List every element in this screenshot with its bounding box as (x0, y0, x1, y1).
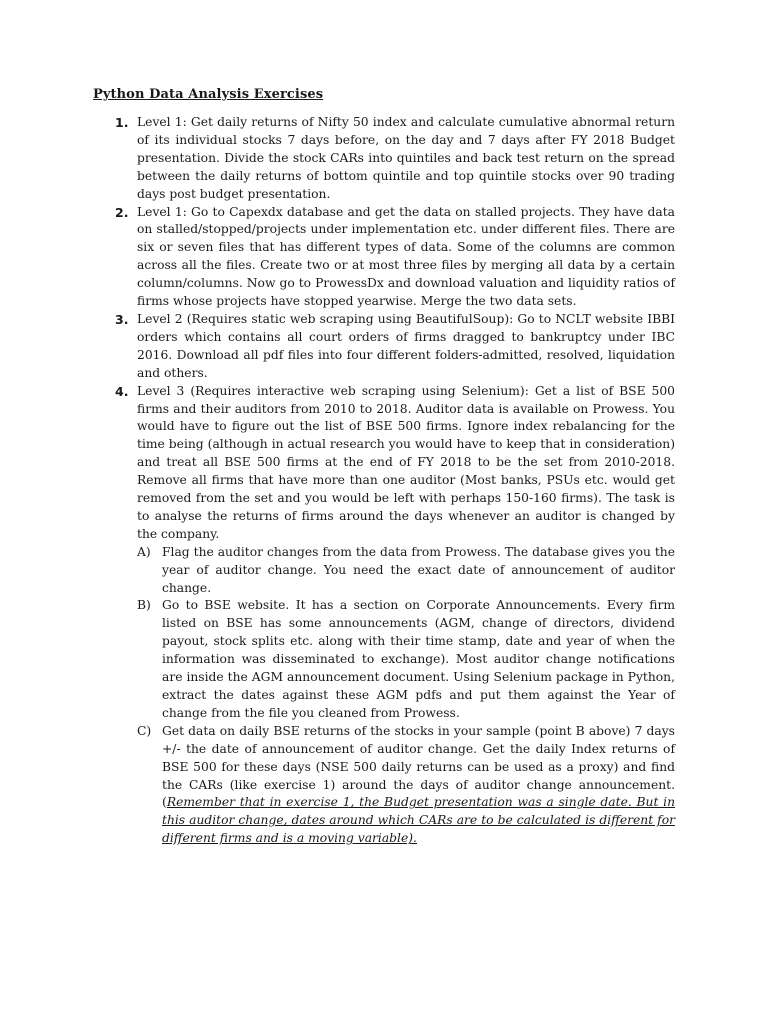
exercise-number: 1. (115, 115, 129, 130)
sub-task-item (137, 723, 675, 848)
sub-task-item (137, 597, 675, 722)
sub-task-label: C) (137, 723, 152, 738)
exercise-number: 3. (115, 311, 129, 327)
exercise-number: 2. (115, 204, 129, 220)
exercise-text: Level 1: Get daily returns of Nifty 50 index and calculate cumulative abnormal return of its individual stocks 7 days before, on the day and 7 days after FY 2018 Budget presentation. Divide the stock CARs into quintiles and back test return on the spread between the daily returns of bottom quintile and top quintile stocks over 90 trading days post budget presentation. (137, 115, 675, 201)
sub-task-list (137, 544, 675, 848)
sub-task-text: Go to BSE website. It has a section on Corporate Announcements. Every firm listed on BSE has some announcements (AGM, change of directors, dividend payout, stock splits etc. along with their time stamp, date and year of when the information was disseminated to exchange). Most auditor change notifications are inside the AGM announcement document. Using Selenium package in Python, extract the dates against these AGM pdfs and put them against the Year of change from the file you cleaned from Prowess. (162, 598, 675, 720)
sub-task-label: A) (137, 544, 151, 559)
sub-task-label: B) (137, 598, 151, 613)
sub-task-text: Flag the auditor changes from the data from Prowess. The database gives you the year of auditor change. You need the exact date of announcement of auditor change. (162, 544, 675, 595)
emphasis-note: Remember that in exercise 1, the Budget presentation was a single date. But in this auditor change, dates around which CARs are to be calculated is different for different firms and is a moving variable). (162, 795, 675, 846)
exercise-text: Level 2 (Requires static web scraping using BeautifulSoup): Go to NCLT website IBBI orders which contains all court orders of firms dragged to bankruptcy under IBC 2016. Download all pdf files into four different folders-admitted, resolved, liquidation and others. (137, 311, 675, 380)
sub-task-item (137, 544, 675, 598)
exercise-text: Level 1: Go to Capexdx database and get the data on stalled projects. They have data on stalled/stopped/projects under implementation etc. under different files. There are six or seven files that has different types of data. Some of the columns are common across all the files. Create two or at most three files by merging all data by a certain column/columns. Now go to ProwessDx and download valuation and liquidity ratios of firms whose projects have stopped yearwise. Merge the two data sets. (137, 204, 675, 309)
exercise-item (115, 383, 675, 849)
exercise-text: Level 3 (Requires interactive web scraping using Selenium): Get a list of BSE 500 firms and their auditors from 2010 to 2018. Auditor data is available on Prowess. You would have to figure out the list of BSE 500 firms. Ignore index rebalancing for the time being (although in actual research you would have to keep that in consideration) and treat all BSE 500 firms at the end of FY 2018 to be the set from 2010-2018. Remove all firms that have more than one auditor (Most banks, PSUs etc. would get removed from the set and you would be left with perhaps 150-160 firms). The task is to analyse the returns of firms around the days whenever an auditor is changed by the company. (137, 383, 675, 541)
sub-task-text (162, 723, 675, 848)
exercise-list (115, 114, 675, 848)
exercise-number: 4. (115, 383, 129, 399)
exercise-item (115, 114, 675, 204)
exercise-item (115, 311, 675, 383)
document-title: Python Data Analysis Exercises (93, 87, 324, 102)
exercise-item (115, 204, 675, 311)
sub-task-text-plain: Get data on daily BSE returns of the stocks in your sample (point B above) 7 days +/- the date of announcement of auditor change. Get the daily Index returns of BSE 500 for these days (NSE 500 daily returns can be used as a proxy) and find the CARs (like exercise 1) around the days of auditor change announcement. ( (162, 723, 675, 810)
